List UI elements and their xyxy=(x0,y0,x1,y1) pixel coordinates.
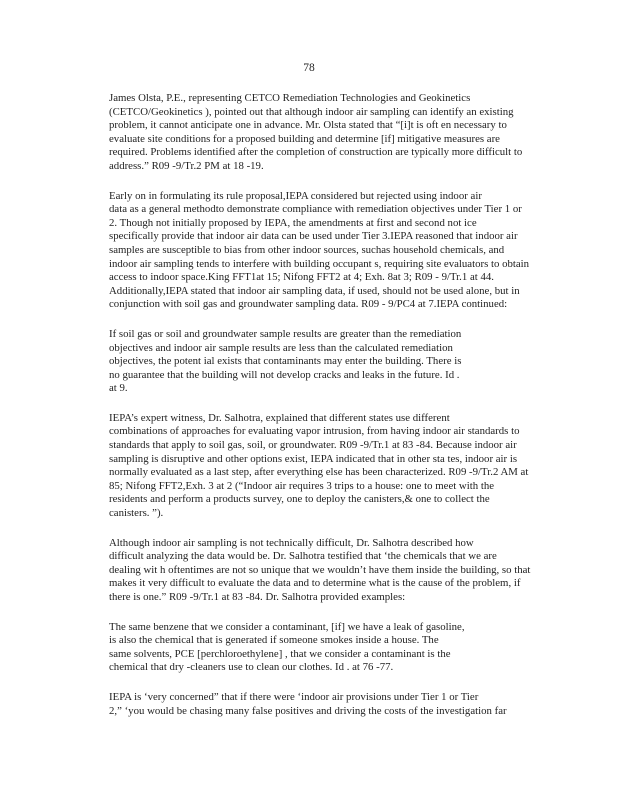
text-line: James Olsta, P.E., representing CETCO Remediation Technologies and Geokinetics xyxy=(109,92,471,104)
text-line: IEPA’s expert witness, Dr. Salhotra, explained that different states use different xyxy=(109,411,450,424)
text-line: at 9. xyxy=(109,382,128,395)
text-line: objectives and indoor air sample results are less than the calculated remediation xyxy=(109,341,453,354)
text-line: objectives, the potent ial exists that contaminants may enter the building. There is xyxy=(109,355,462,368)
text-line: sampling is disruptive and other options exist, IEPA indicated that in other sta tes, indoor air is xyxy=(109,452,518,465)
text-line: there is one.” R09 -9/Tr.1 at 83 -84. Dr. Salhotra provided examples: xyxy=(109,591,406,603)
paragraph-salhotra-states xyxy=(74,412,542,521)
page-number: 78 xyxy=(303,62,315,74)
paragraph-iepa-concerned xyxy=(74,691,542,718)
text-line: residents and perform a products survey, one to deploy the canisters,& one to collect the xyxy=(109,493,490,506)
text-line: indoor air sampling tends to interfere with building occupant s, requiring site evaluators to obtain xyxy=(109,257,530,270)
text-line: chemical that dry -cleaners use to clean our clothes. Id . at 76 -77. xyxy=(109,661,394,674)
text-line: difficult analyzing the data would be. Dr. Salhotra testified that ‘the chemicals that we are xyxy=(109,550,497,563)
text-line: combinations of approaches for evaluating vapor intrusion, from having indoor air standards to xyxy=(109,425,520,438)
text-line: samples are susceptible to bias from other indoor sources, suchas household chemicals, and xyxy=(109,243,505,256)
text-line: required. Problems identified after the completion of construction are typically more difficult to xyxy=(109,146,523,159)
block-quote-iepa xyxy=(109,328,507,396)
paragraph-iepa-rule-proposal xyxy=(74,190,542,312)
text-line: Although indoor air sampling is not technically difficult, Dr. Salhotra described how xyxy=(109,536,474,549)
text-line: data as a general methodto demonstrate compliance with remediation objectives under Tier 1 or xyxy=(109,203,522,216)
text-line: evaluate site conditions for a proposed building and determine [if] mitigative measures are xyxy=(109,132,500,145)
text-line: 2. Though not initially proposed by IEPA, the amendments at first and second not ice xyxy=(109,216,477,229)
paragraph-olsta xyxy=(74,92,542,174)
text-line: standards that apply to soil gas, soil, or groundwater. R09 -9/Tr.1 at 83 -84. Because indoor air xyxy=(109,439,517,452)
paragraph-salhotra-analysis xyxy=(74,537,542,605)
text-line: same solvents, PCE [perchloroethylene] , that we consider a contaminant is the xyxy=(109,647,451,660)
text-line: (CETCO/Geokinetics ), pointed out that although indoor air sampling can identify an existing xyxy=(109,105,514,118)
text-line: makes it very difficult to evaluate the data and to determine what is the cause of the problem, if xyxy=(109,577,521,590)
block-quote-salhotra xyxy=(109,621,507,675)
text-line: IEPA is ‘very concerned” that if there were ‘indoor air provisions under Tier 1 or Tier xyxy=(109,690,479,703)
text-line: Early on in formulating its rule proposal,IEPA considered but rejected using indoor air xyxy=(109,189,482,202)
text-line: access to indoor space.King FFT1at 15; Nifong FFT2 at 4; Exh. 8at 3; R09 - 9/Tr.1 at 44. xyxy=(109,271,494,284)
text-line: specifically provide that indoor air data can be used under Tier 3.IEPA reasoned that indoor air xyxy=(109,230,518,243)
text-line: If soil gas or soil and groundwater sample results are greater than the remediation xyxy=(109,327,462,340)
text-line: normally evaluated as a last step, after everything else has been characterized. R09 -9/Tr.2 AM at xyxy=(109,466,529,479)
text-line: is also the chemical that is generated if someone smokes inside a house. The xyxy=(109,634,439,647)
text-line: 2,” ‘you would be chasing many false positives and driving the costs of the investigation far xyxy=(109,704,507,717)
text-line: dealing wit h oftentimes are not so unique that we wouldn’t have them inside the building, so that xyxy=(109,563,531,576)
text-line: The same benzene that we consider a contaminant, [if] we have a leak of gasoline, xyxy=(109,620,465,633)
text-line: no guarantee that the building will not develop cracks and leaks in the future. Id . xyxy=(109,368,460,381)
text-line: 85; Nifong FFT2,Exh. 3 at 2 (“Indoor air requires 3 trips to a house: one to meet with the xyxy=(109,479,495,492)
text-line: address.” R09 -9/Tr.2 PM at 18 -19. xyxy=(109,159,264,172)
text-line: conjunction with soil gas and groundwater sampling data. R09 - 9/PC4 at 7.IEPA continued: xyxy=(109,298,508,311)
text-line: problem, it cannot anticipate one in advance. Mr. Olsta stated that “[i]t is oft en necessary to xyxy=(109,119,507,132)
document-body xyxy=(74,92,542,734)
text-line: canisters. ”). xyxy=(109,507,164,520)
text-line: Additionally,IEPA stated that indoor air sampling data, if used, should not be used alone, but in xyxy=(109,284,520,297)
